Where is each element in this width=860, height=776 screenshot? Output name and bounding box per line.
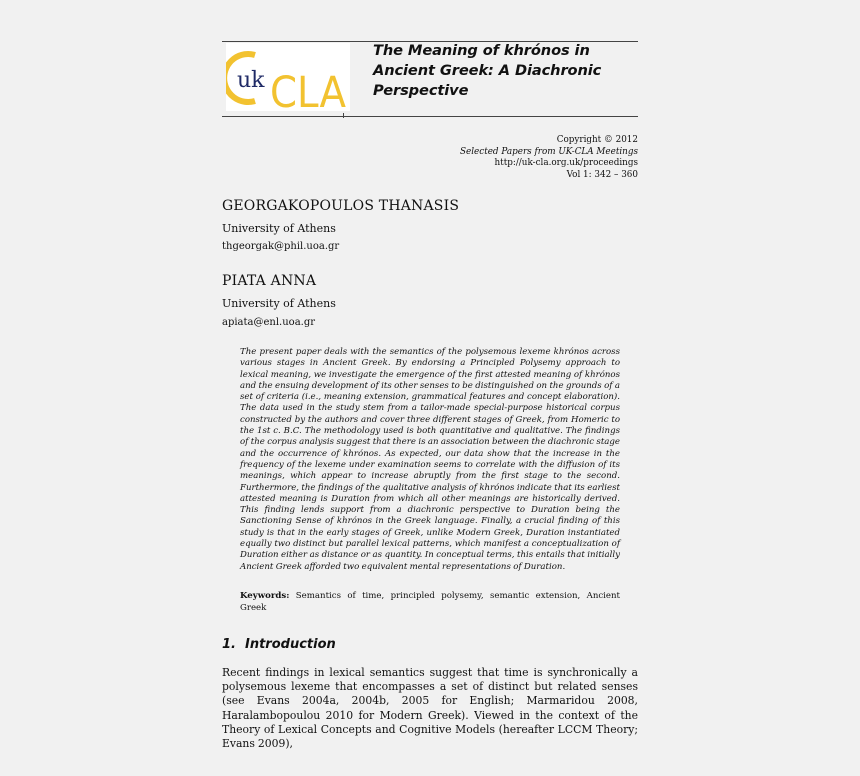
series-line: Selected Papers from UK-CLA Meetings <box>460 146 638 157</box>
author-affiliation: University of Athens <box>222 297 336 310</box>
paper-title: The Meaning of khrónos in Ancient Greek: A Diachronic Perspective <box>373 42 602 99</box>
logo-cla-text: CLA <box>270 68 347 111</box>
abstract-text: The present paper deals with the semantics of the polysemous lexeme khrónos across various stages in Ancient Greek. By endorsing a Principled Polysemy approach to lexical meaning, we investigate the emergence of the first attested meaning of khrónos and the ensuing development of its other senses to be distinguished on the grounds of a set of criteria (i.e., meaning extension, grammatical features and concept elaboration). The data used in the study stem from a tailor-made special-purpose historical corpus constructed by the authors and cover three different stages of Greek, from Homeric to the 1st c. B.C. The methodology used is both quantitative and qualitative. The findings of the corpus analysis suggest that there is an association between the diachronic stage and the occurrence of khrónos. As expected, our data show that the increase in the frequency of the lexeme under examination seems to correlate with the diffusion of its meanings, which appear to increase abruptly from the first stage to the second. Furthermore, the findings of the qualitative analysis of khrónos indicate that its earliest attested meaning is Duration from which all other meanings are historically derived. This finding lends support from a diachronic perspective to Duration being the Sanctioning Sense of khrónos in the Greek language. Finally, a crucial finding of this study is that in the early stages of Greek, unlike Modern Greek, Duration instantiated equally two distinct but parallel lexical patterns, which manifest a conceptualization of Duration either as distance or as quantity. In conceptual terms, this entails that initially Ancient Greek afforded two equivalent mental representations of Duration. <box>240 347 620 572</box>
keywords-list: Semantics of time, principled polysemy, semantic extension, Ancient Greek <box>240 591 621 613</box>
paper-page <box>222 0 638 776</box>
proceedings-url[interactable]: http://uk-cla.org.uk/proceedings <box>494 158 638 169</box>
publication-info <box>378 135 638 181</box>
header-tick <box>343 113 344 118</box>
author-email[interactable]: apiata@enl.uoa.gr <box>222 317 316 328</box>
keywords-label: Keywords: <box>240 591 290 601</box>
volume-pages: Vol 1: 342 – 360 <box>566 169 638 180</box>
author-name: PIATA ANNA <box>222 273 317 289</box>
author-email[interactable]: thgeorgak@phil.uoa.gr <box>222 241 340 252</box>
section-heading <box>222 637 336 652</box>
ukcla-logo-graphic <box>226 43 350 111</box>
section-number: 1. <box>222 637 236 652</box>
author-name: GEORGAKOPOULOS THANASIS <box>222 198 460 214</box>
ukcla-logo <box>226 43 350 111</box>
section-title: Introduction <box>244 637 336 652</box>
introduction-paragraph: Recent findings in lexical semantics suggest that time is synchronically a polysemous lexeme that encompasses a set of distinct but related senses (see Evans 2004a, 2004b, 2005 for English; Marmaridou 2008, Haralambopoulou 2010 for Modern Greek). Viewed in the context of the Theory of Lexical Concepts and Cognitive Models (hereafter LCCM Theory; Evans 2009), <box>222 666 638 751</box>
keywords <box>240 591 620 614</box>
copyright-line: Copyright © 2012 <box>556 135 638 145</box>
author-affiliation: University of Athens <box>222 222 336 235</box>
header-bottom-rule <box>222 116 638 117</box>
logo-uk-text: uk <box>237 68 265 93</box>
